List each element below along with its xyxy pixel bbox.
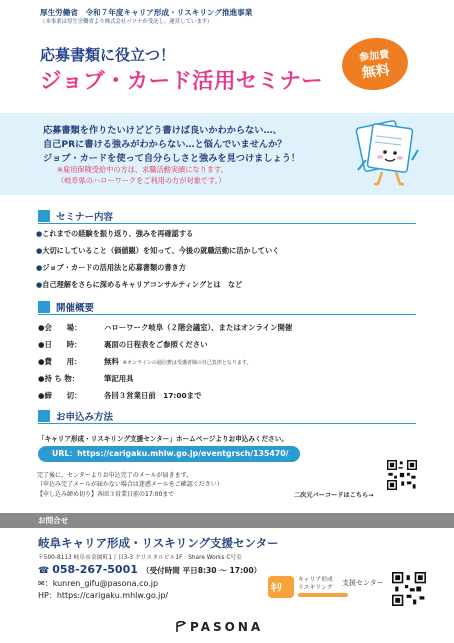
content-item-text: 大切にしていること（価値観）を知って、今後の就職活動に活かしていく (42, 246, 280, 255)
intro-line: ジョブ・カードを使って自分らしさと強みを見つけましょう！ (43, 153, 301, 164)
apply-note: （申込み完了メールが届かない場合は迷惑メールをご確認ください） (37, 481, 223, 488)
row-label: ●持 ち 物： (38, 374, 80, 383)
apply-deadline-note: 【申し込み締め切り】各回３営業日前の17:00まで (37, 491, 175, 498)
section-header-content (38, 209, 416, 224)
contact-qr-code-icon[interactable] (392, 572, 426, 606)
content-item (36, 229, 193, 239)
row-label: ●費 用： (38, 357, 82, 366)
content-item-text: 自己理解をさらに深めるキャリアコンサルティングとは など (42, 280, 243, 289)
content-item (36, 280, 242, 290)
phone-icon: ☎ (38, 566, 50, 576)
section-header-overview (38, 300, 416, 315)
phone-hours: （受付時間 平日8:30 ～ 17:00） (141, 566, 262, 575)
page-subtitle: 応募書類に役立つ！ (40, 46, 176, 64)
row-label: ●締 切： (38, 391, 82, 400)
apply-qr-code-icon[interactable] (387, 460, 417, 490)
phone-row (38, 563, 261, 576)
intro-line: 応募書類を作りたいけどどう書けば良いかわからない…、 (43, 125, 282, 136)
section-title: 開催概要 (56, 303, 95, 314)
email-link[interactable]: ✉：kunren_gifu@pasona.co.jp (38, 579, 159, 588)
bullet-icon: ● (36, 263, 43, 272)
section-marker-icon (38, 210, 50, 222)
homepage-link[interactable]: HP：https://carigaku.mhlw.go.jp/ (38, 591, 169, 600)
badge-top-text: 参加費 (358, 49, 390, 64)
row-label: ●日 時： (38, 340, 82, 349)
organizer-line: 厚生労働省 令和７年度キャリア形成・リスキリング推進事業 (40, 8, 253, 17)
content-item (36, 246, 279, 256)
qr-caption: 二次元バーコードはこちら→ (294, 492, 374, 499)
center-logo-text: キャリア形成 (298, 577, 333, 583)
intro-line: 自己PRに書ける強みがわからない…と悩んでいませんか？ (43, 139, 287, 150)
center-logo-text: リスキリング (298, 585, 333, 591)
section-marker-icon (38, 301, 50, 313)
badge-bottom-text: 無料 (361, 62, 391, 82)
section-header-apply (38, 409, 416, 424)
apply-instruction: 「キャリア形成・リスキリング支援センター」ホームページよりお申込みください。 (38, 435, 288, 443)
fee-note: ※オンラインの通信費は受講者様の自己負担となります。 (122, 360, 252, 366)
bullet-icon: ● (38, 357, 45, 366)
content-item (36, 263, 186, 273)
intro-note: ※雇用保険受給中の方は、求職活動実績になります。 (57, 165, 228, 174)
contact-bar (0, 513, 454, 528)
row-label: ●会 場： (38, 323, 82, 332)
pasona-logo-icon (176, 621, 186, 633)
bullet-icon: ● (36, 229, 43, 238)
intro-note: （岐阜県のハローワークをご利用の方が対象です。） (57, 176, 226, 185)
job-card-mascot-icon (352, 120, 422, 190)
organizer-note: （本事業は厚生労働省より株式会社パソナが受託し、運営しています） (40, 19, 213, 25)
center-logo-bar (298, 593, 348, 597)
page-title: ジョブ・カード活用セミナー (40, 69, 323, 94)
center-logo (268, 572, 384, 608)
center-logo-mark-icon: ｷﾘ (268, 576, 294, 598)
phone-number[interactable]: 058-267-5001 (52, 563, 138, 576)
bullet-icon: ● (38, 391, 45, 400)
center-name: 岐阜キャリア形成・リスキリング支援センター (38, 536, 279, 550)
row-value: ハローワーク岐阜（２階会議室）、またはオンライン開催 (104, 323, 293, 332)
bullet-icon: ● (38, 323, 45, 332)
application-url-link[interactable]: URL：https://carigaku.mhlw.go.jp/eventgrsch/135470/ (38, 446, 300, 462)
row-value: 無料 ※オンラインの通信費は受講者様の自己負担となります。 (104, 357, 252, 366)
section-marker-icon (38, 410, 50, 422)
bullet-icon: ● (38, 374, 45, 383)
apply-note: 完了後に、センターよりお申込完了のメールが届きます。 (37, 472, 193, 479)
contact-bar-label: お問合せ (38, 516, 69, 525)
section-title: セミナー内容 (56, 212, 114, 223)
content-item-text: ジョブ・カードの活用法と応募書類の書き方 (42, 263, 186, 272)
content-item-text: これまでの経験を振り返り、強みを再確認する (42, 229, 194, 238)
center-address: 〒500-8113 岐阜市金園町1丁目3-3 クリスタルビル1F Share Works C号室 (38, 555, 242, 561)
section-title: お申込み方法 (56, 412, 114, 423)
bullet-icon: ● (36, 280, 43, 289)
bullet-icon: ● (36, 246, 43, 255)
pasona-logo-text: PASONA (190, 620, 264, 634)
bullet-icon: ● (38, 340, 45, 349)
row-value: 筆記用具 (104, 374, 134, 383)
center-logo-text: 支援センター (342, 579, 384, 587)
row-value: 各回３営業日前 17:00まで (104, 391, 202, 400)
row-value: 裏面の日程表をご参照ください (104, 340, 208, 349)
